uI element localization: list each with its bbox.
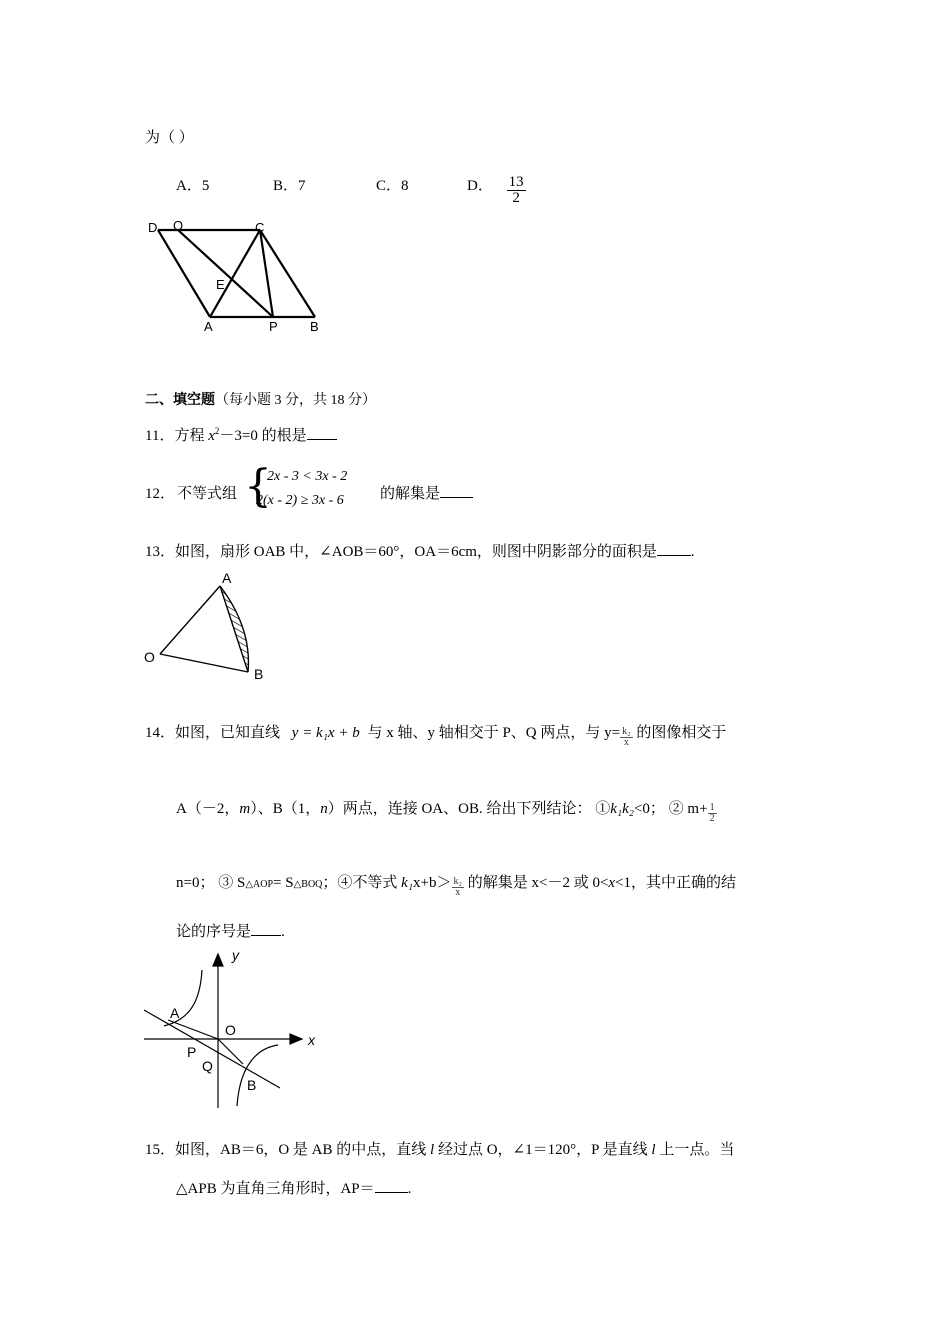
label-o: O <box>144 649 155 665</box>
q14-frac-k2-x: $\frac{\text{k₂}}{x}$ <box>622 726 631 748</box>
line-y-k1x-b <box>144 1010 280 1088</box>
label-x: x <box>308 1032 315 1048</box>
x-axis-arrow <box>290 1034 302 1044</box>
q14-frac-half: $\frac{1}{2}$ <box>709 802 715 824</box>
segment-cb <box>260 230 315 317</box>
q10-stem-tail: 为（ ） <box>145 130 194 146</box>
q10-option-b: B．7 <box>273 178 306 194</box>
q10-option-a: A．5 <box>176 178 210 194</box>
label-a: A <box>204 319 213 334</box>
label-p: P <box>187 1044 197 1060</box>
label-b: B <box>310 319 319 334</box>
q14-answer-blank[interactable] <box>251 921 281 936</box>
label-c: C <box>255 220 265 235</box>
q15-line-1: 15．如图，AB＝6，O 是 AB 的中点，直线 l 经过点 O，∠1＝120°，P 是直线 l 上一点。当 <box>145 1142 735 1158</box>
label-y: y <box>232 947 239 963</box>
q15-answer-blank[interactable] <box>375 1178 408 1193</box>
q13-answer-blank[interactable] <box>657 541 691 556</box>
q12-brace: { <box>244 461 272 512</box>
label-q: Q <box>202 1058 213 1074</box>
label-e: E <box>216 277 225 292</box>
label-o: O <box>225 1022 236 1038</box>
q14-line-4: 论的序号是 . <box>176 920 285 941</box>
q13-figure <box>140 568 280 688</box>
segment-ac <box>210 230 260 317</box>
label-p: P <box>269 319 278 334</box>
section-2-title: 二、填空题 <box>145 392 215 408</box>
q10-option-c: C．8 <box>376 178 409 194</box>
segment-cp <box>260 230 273 317</box>
q11-answer-blank[interactable] <box>307 425 337 440</box>
label-b: B <box>247 1077 257 1093</box>
label-b: B <box>254 666 264 682</box>
q14-line-1: 14．如图，已知直线 y = k₁x + b 与 x 轴、y 轴相交于 P、Q 两点，与 y= $\frac{\text{k₂}}{x}$ 的图像相交于 <box>145 725 727 748</box>
q14-line-3: n=0； ③ S△AOP= S△BOQ；④不等式 k₁x+b＞ $\frac{\text{k₂}}{x}$ 的解集是 x<－2 或 0<x<1，其中正确的结 <box>176 875 737 898</box>
q14-frac-k2-x-2: $\frac{\text{k₂}}{x}$ <box>453 876 462 898</box>
q12-inequality-2: 2(x - 2) ≥ 3x - 6 <box>256 493 344 508</box>
section-2-note: （每小题 3 分，共 18 分） <box>215 393 376 408</box>
label-a: A <box>222 570 232 586</box>
y-axis-arrow <box>213 954 223 966</box>
q10-option-d: D． $\frac{13}{2}$ <box>467 174 524 206</box>
q15-line-2: △APB 为直角三角形时，AP＝ . <box>176 1177 411 1198</box>
segment-da <box>158 230 210 317</box>
segment-oa <box>168 1020 218 1039</box>
q12-answer-blank[interactable] <box>440 483 473 498</box>
label-d: D <box>148 220 158 235</box>
q11: 11．方程 $x^2-3=0$ 的根是 <box>145 424 337 445</box>
q12-inequality-1: 2x - 3 < 3x - 2 <box>267 469 348 484</box>
radius-oa <box>160 586 220 654</box>
q10-option-d-fraction: $\frac{13}{2}$ <box>508 174 524 206</box>
q14-line-2: A（－2，m）、B（1，n）两点，连接 OA、OB. 给出下列结论： ①k₁k₂<0； ② m+ $\frac{1}{2}$ <box>176 801 715 824</box>
q12: 12． 不等式组 { 2x - 3 < 3x - 2 2(x - 2) ≥ 3x - 6 的解集是 <box>145 468 565 516</box>
q10-figure <box>140 210 340 340</box>
radius-ob <box>160 654 248 672</box>
label-a: A <box>170 1005 180 1021</box>
q13: 13．如图，扇形 OAB 中，∠AOB＝60°，OA＝6cm，则图中阴影部分的面积是 . <box>145 540 695 561</box>
label-q: Q <box>173 218 184 233</box>
q14-figure <box>140 942 340 1112</box>
section-2-heading <box>145 389 376 409</box>
q12-tail: 的解集是 <box>380 482 473 503</box>
segment-qp <box>178 230 273 317</box>
